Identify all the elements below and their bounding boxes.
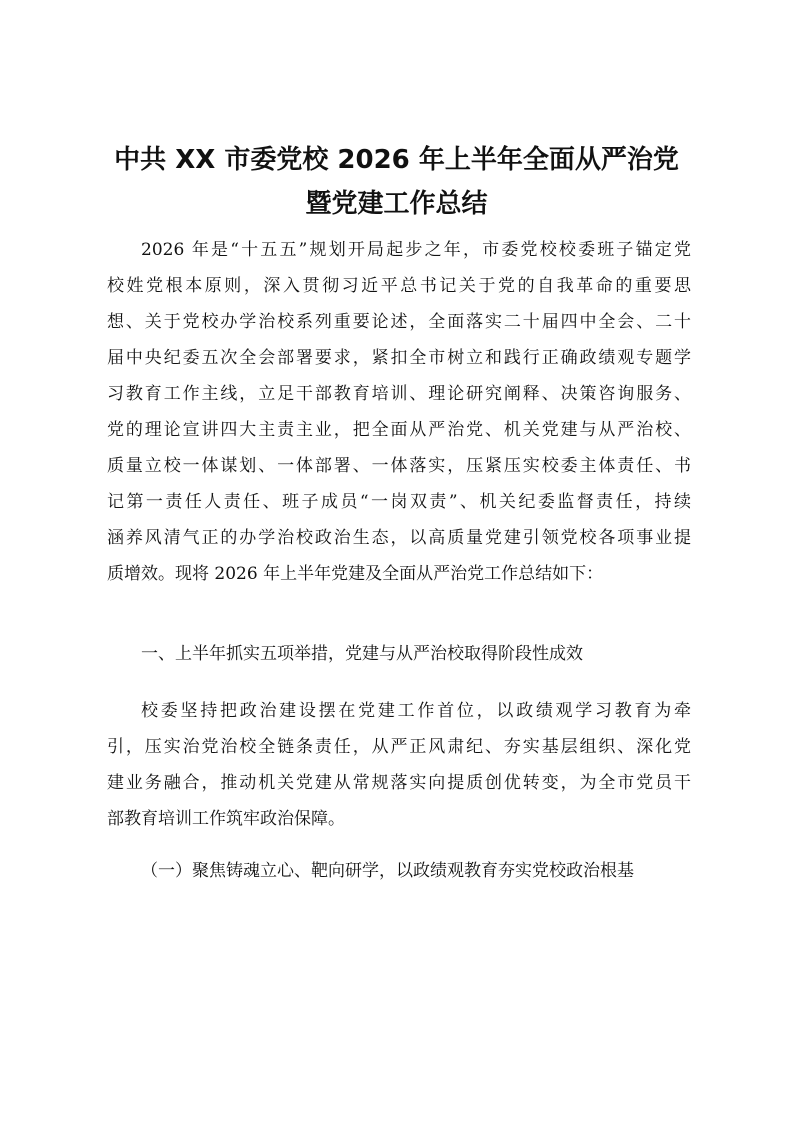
paragraph-line: 记第一责任人责任、班子成员“一岗双责”、机关纪委监督责任，持续 xyxy=(107,492,691,512)
paragraph-line: 建业务融合，推动机关党建从常规落实向提质创优转变，为全市党员干 xyxy=(107,773,691,793)
paragraph-line: 届中央纪委五次全会部署要求，紧扣全市树立和践行正确政绩观专题学 xyxy=(107,348,691,368)
intro-paragraph xyxy=(107,232,691,592)
paragraph-line: 引，压实治党治校全链条责任，从严正风肃纪、夯实基层组织、深化党 xyxy=(107,737,691,757)
section-paragraph xyxy=(107,693,691,837)
subsection-heading-1 xyxy=(107,853,691,889)
paragraph-line: 校姓党根本原则，深入贯彻习近平总书记关于党的自我革命的重要思 xyxy=(107,276,691,296)
title-line-1: 中共 XX 市委党校 2026 年上半年全面从严治党 xyxy=(114,145,679,175)
document-title xyxy=(60,138,733,226)
section-heading-1 xyxy=(107,636,691,672)
paragraph-line: 校委坚持把政治建设摆在党建工作首位，以政绩观学习教育为牵 xyxy=(141,701,691,721)
paragraph-line: 2026 年是“十五五”规划开局起步之年，市委党校校委班子锚定党 xyxy=(141,240,691,260)
paragraph-line: 质量立校一体谋划、一体部署、一体落实，压紧压实校委主体责任、书 xyxy=(107,456,691,476)
paragraph-line: 涵养风清气正的办学治校政治生态，以高质量党建引领党校各项事业提 xyxy=(107,528,691,548)
title-line-2: 暨党建工作总结 xyxy=(305,189,488,219)
paragraph-line: 习教育工作主线，立足干部教育培训、理论研究阐释、决策咨询服务、 xyxy=(107,384,691,404)
paragraph-line: 部教育培训工作筑牢政治保障。 xyxy=(107,809,345,829)
paragraph-line: 党的理论宣讲四大主责主业，把全面从严治党、机关党建与从严治校、 xyxy=(107,420,691,440)
paragraph-line: 想、关于党校办学治校系列重要论述，全面落实二十届四中全会、二十 xyxy=(107,312,691,332)
section-heading-text: 一、上半年抓实五项举措，党建与从严治校取得阶段性成效 xyxy=(141,644,583,664)
paragraph-line: 质增效。现将 2026 年上半年党建及全面从严治党工作总结如下： xyxy=(107,564,604,584)
subsection-heading-text: （一）聚焦铸魂立心、靶向研学，以政绩观教育夯实党校政治根基 xyxy=(141,861,634,881)
